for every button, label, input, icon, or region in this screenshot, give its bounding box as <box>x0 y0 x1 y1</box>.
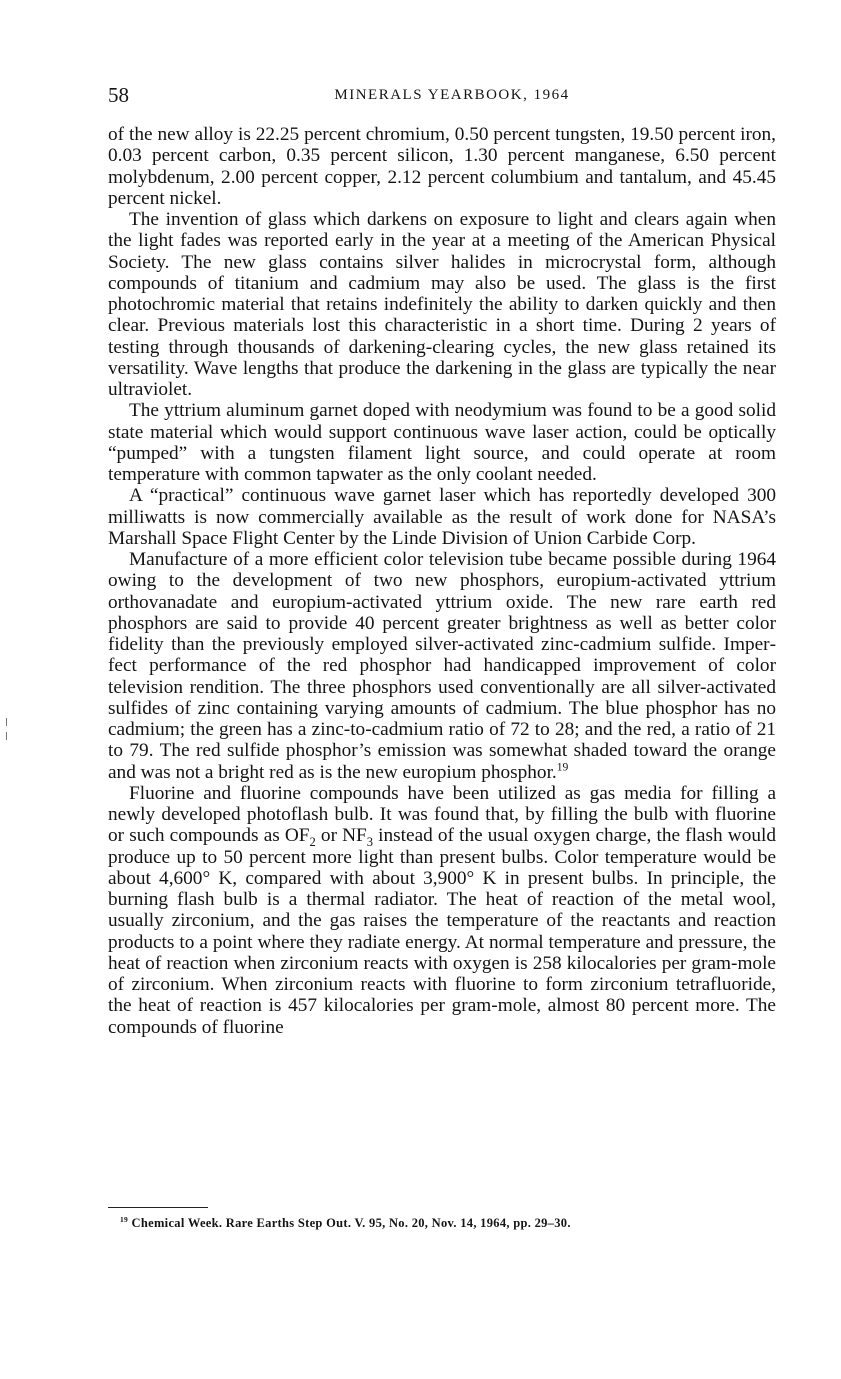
body-text <box>108 124 776 1038</box>
paragraph-alloy-composition: of the new alloy is 22.25 percent chromium, 0.50 percent tungsten, 19.50 percent iron, 0.03 percent carbon, 0.35 percent silicon, 1.30 percent manganese, 6.50 percent molybdenum, 2.00 percent copper, 2.12 percent columbium and tantalum, and 45.45 percent nickel. <box>108 124 776 209</box>
paragraph-text: or NF <box>315 825 367 847</box>
paragraph-text: instead of the usual oxygen charge, the flash would produce up to 50 percent more light than present bulbs. Color temperature would be about 4,600° K, compared with about 3,900° K in present bulbs. In principle, the burning flash bulb is a thermal radiator. The heat of reaction of the metal wool, usually zirconium, and the gas raises the temperature of the reactants and reaction products to a point where they radiate energy. At normal temperature and pressure, the heat of reaction when zirconium reacts with oxygen is 258 kilocalories per gram-mole of zirconium. When zirconium reacts with fluorine to form zirconium tetrafluoride, the heat of reaction is 457 kilocalories per gram-mole, almost 80 percent more. The compounds of fluorine <box>108 825 776 1038</box>
footnote-text: Chemical Week. Rare Earths Step Out. V. 95, No. 20, Nov. 14, 1964, pp. 29–30. <box>131 1216 571 1230</box>
page-number: 58 <box>108 83 129 107</box>
footnote <box>120 1214 780 1232</box>
paragraph-yttrium-garnet: The yttrium aluminum garnet doped with neodymium was found to be a good solid state material which would support continuous wave laser action, could be optically “pumped” with a tungsten filament light source, and could operate at room temperature with common tapwater as the only coolant needed. <box>108 400 776 485</box>
paragraph-garnet-laser: A “practical” continuous wave garnet laser which has reportedly developed 300 milliwatts is now commercially available as the result of work done for NASA’s Marshall Space Flight Center by the Linde Division of Union Carbide Corp. <box>108 485 776 549</box>
footnote-marker: 19 <box>120 1214 129 1224</box>
margin-mark <box>6 718 7 726</box>
paragraph-photoflash-bulb <box>108 783 776 1038</box>
paragraph-text: Fluorine and fluorine compounds have been utilized as gas media for filling a newly developed photoflash bulb. It was found that, by filling the bulb with fluorine or such compounds as OF <box>108 782 776 847</box>
paragraph-photochromic-glass: The invention of glass which darkens on exposure to light and clears again when the light fades was reported early in the year at a meeting of the American Physical Society. The new glass contains silver halides in microcrystal form, although compounds of titanium and cadmium may also be used. The glass is the first photochromic material that retains indefinitely the ability to darken quickly and then clear. Previous materials lost this characteristic in a short time. During 2 years of testing through thousands of darkening-clearing cycles, the new glass retained its versatility. Wave lengths that produce the darkening in the glass are typically the near ultraviolet. <box>108 209 776 400</box>
footnote-divider <box>108 1207 208 1208</box>
page-header <box>108 80 776 110</box>
paragraph-text: Manufacture of a more efficient color television tube became possible during 1964 owing to the development of two new phosphors, europium-activated yttrium orthovanadate and europium-activated yttrium oxide. The new rare earth red phosphors are said to provide 40 percent greater brightness as well as better color fidelity than the previously employed silver-activated zinc-cadmium sulfide. Imperfect performance of the red phosphor had handicapped improvement of color television rendition. The three phosphors used conventionally are all silver-activated sulfides of zinc containing varying amounts of cadmium. The blue phosphor has no cadmium; the green has a zinc-to-cadmium ratio of 72 to 28; and the red, a ratio of 21 to 79. The red sulfide phosphor’s emission was somewhat shaded toward the orange and was not a bright red as is the new europium phosphor. <box>108 549 776 783</box>
subscript: 3 <box>366 835 374 850</box>
margin-mark <box>6 732 7 740</box>
subscript: 2 <box>309 835 316 850</box>
running-title: MINERALS YEARBOOK, 1964 <box>334 87 570 103</box>
paragraph-color-television <box>108 549 776 783</box>
footnote-reference: 19 <box>556 760 569 774</box>
